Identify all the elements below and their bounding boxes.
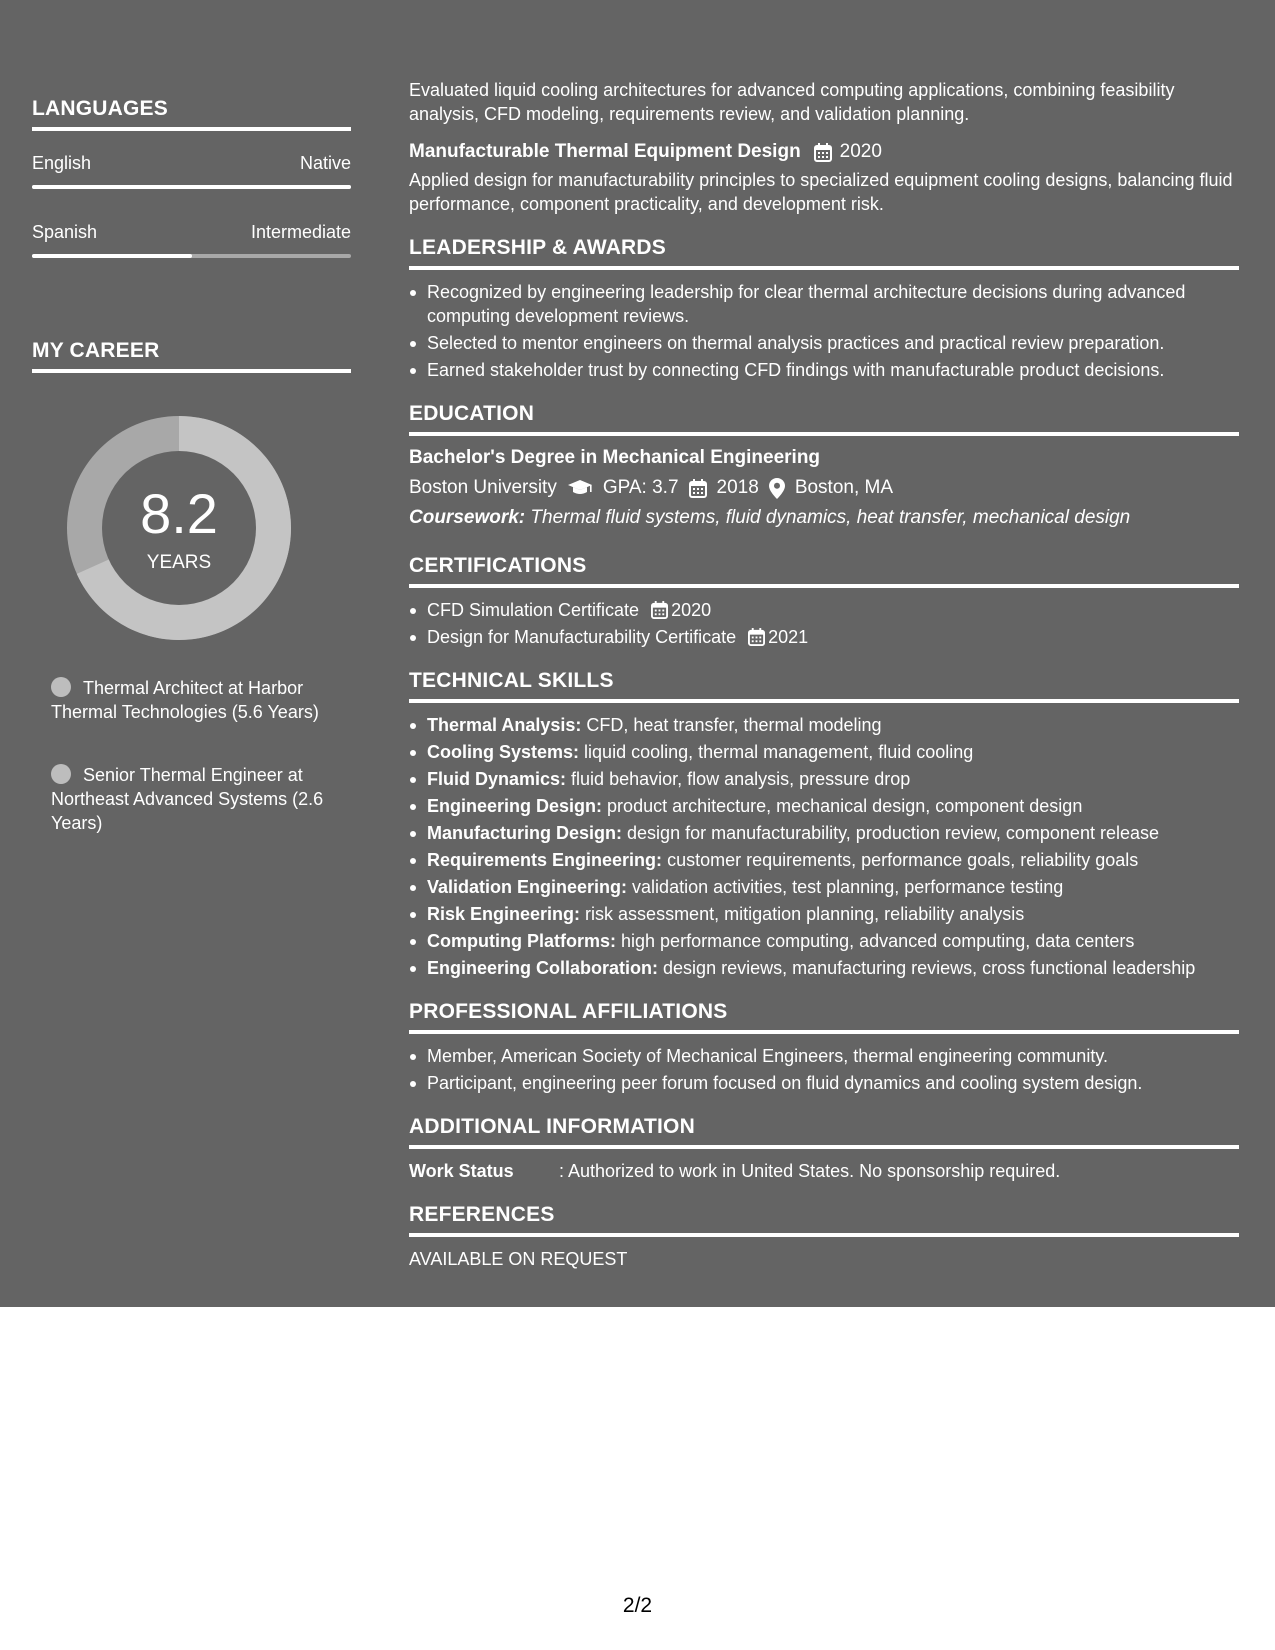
language-row [32,222,351,243]
education-location: Boston, MA [794,477,894,498]
references-heading: REFERENCES [409,1203,1239,1237]
skill-label: Validation Engineering: [427,877,628,897]
list-item [409,929,1239,953]
page-number: 2/2 [622,1594,653,1617]
language-proficiency-fill [32,185,351,189]
skill-label: Cooling Systems: [427,742,580,762]
skill-value: CFD, heat transfer, thermal modeling [586,715,882,735]
leadership-heading: LEADERSHIP & AWARDS [409,236,1239,270]
project-year: 2020 [839,141,882,162]
coursework-label: Coursework: [409,507,526,528]
skill-label: Computing Platforms: [427,931,616,951]
certifications-heading: CERTIFICATIONS [409,554,1239,588]
language-proficiency-bar [32,254,351,258]
list-item [409,625,1239,649]
calendar-icon [689,479,707,498]
affiliations-list [409,1044,1239,1095]
list-item [409,875,1239,899]
list-item [409,956,1239,980]
project-title-row [409,140,1239,164]
project-title: Manufacturable Thermal Equipment Design [409,141,801,162]
education-heading: EDUCATION [409,402,1239,436]
list-item: Participant, engineering peer forum focused on fluid dynamics and cooling system design. [409,1071,1239,1095]
list-item [409,794,1239,818]
language-row [32,153,351,174]
skill-value: design for manufacturability, production review, component release [627,823,1159,843]
list-item [409,598,1239,622]
certification-row [427,598,1239,622]
skill-value: validation activities, test planning, performance testing [632,877,1064,897]
skill-value: customer requirements, performance goals, reliability goals [667,850,1139,870]
list-item [409,902,1239,926]
project-intro-text: Evaluated liquid cooling architectures for advanced computing applications, combining feasibility analysis, CFD modeling, requirements review, and validation planning. [409,80,1175,124]
skills-list [409,713,1239,980]
work-status-label: Work Status [409,1161,514,1181]
skill-label: Manufacturing Design: [427,823,623,843]
skill-value: design reviews, manufacturing reviews, cross functional leadership [663,958,1196,978]
language-proficiency-bar [32,185,351,189]
list-item [409,713,1239,737]
skill-value: liquid cooling, thermal management, fluid cooling [584,742,974,762]
languages-heading: LANGUAGES [32,97,351,131]
list-item: Member, American Society of Mechanical Engineers, thermal engineering community. [409,1044,1239,1068]
career-heading: MY CAREER [32,339,351,373]
skill-value: high performance computing, advanced computing, data centers [621,931,1135,951]
career-legend-item [51,676,331,724]
skill-value: fluid behavior, flow analysis, pressure drop [571,769,911,789]
list-item: Recognized by engineering leadership for clear thermal architecture decisions during advanced computing development reviews. [409,280,1239,328]
skills-heading: TECHNICAL SKILLS [409,669,1239,703]
skill-value: product architecture, mechanical design, component design [607,796,1083,816]
skill-label: Engineering Design: [427,796,603,816]
career-total-years: 8.2 [140,482,218,545]
career-legend-item [51,763,331,835]
calendar-icon [748,628,765,646]
list-item [409,821,1239,845]
language-name: English [32,153,92,173]
skill-value: risk assessment, mitigation planning, reliability analysis [585,904,1025,924]
work-status-value: : Authorized to work in United States. No sponsorship required. [559,1161,1061,1181]
right-column [409,78,1239,1271]
certifications-list [409,598,1239,649]
work-status-row [409,1159,1239,1183]
coursework-text: Thermal fluid systems, fluid dynamics, heat transfer, mechanical design [530,507,1131,528]
skill-label: Fluid Dynamics: [427,769,567,789]
skill-label: Thermal Analysis: [427,715,582,735]
legend-dot [51,677,71,697]
education-school: Boston University [409,477,557,498]
education-coursework-row [409,506,1239,530]
legend-dot [51,764,71,784]
language-proficiency-fill [32,254,192,258]
skill-label: Requirements Engineering: [427,850,663,870]
list-item: Selected to mentor engineers on thermal analysis practices and practical review preparation. [409,331,1239,355]
language-level: Native [299,153,351,173]
certification-row [427,625,1239,649]
language-name: Spanish [32,222,98,242]
list-item [409,848,1239,872]
map-pin-icon [769,478,785,499]
affiliations-heading: PROFESSIONAL AFFILIATIONS [409,1000,1239,1034]
education-gpa: GPA: 3.7 [602,477,679,498]
calendar-icon [814,143,832,162]
calendar-icon [651,601,668,619]
career-legend-label: Thermal Architect at Harbor Thermal Technologies (5.6 Years) [51,678,319,722]
list-item [409,740,1239,764]
certification-name: Design for Manufacturability Certificate [427,627,737,647]
certification-year: 2021 [768,627,809,647]
skill-label: Risk Engineering: [427,904,581,924]
certification-name: CFD Simulation Certificate [427,600,640,620]
education-degree: Bachelor's Degree in Mechanical Engineering [409,447,821,468]
career-total-unit: YEARS [146,552,212,573]
references-text: AVAILABLE ON REQUEST [409,1249,628,1269]
project-description: Applied design for manufacturability principles to specialized equipment cooling designs, balancing fluid performance, component practicality, and development risk. [409,170,1233,214]
education-meta-row [409,476,1239,500]
skill-label: Engineering Collaboration: [427,958,659,978]
graduation-cap-icon [567,479,593,497]
language-level: Intermediate [250,222,351,242]
certification-year: 2020 [671,600,712,620]
leadership-list [409,280,1239,382]
education-year: 2018 [716,477,759,498]
list-item: Earned stakeholder trust by connecting CFD findings with manufacturable product decisions. [409,358,1239,382]
list-item [409,767,1239,791]
career-legend-label: Senior Thermal Engineer at Northeast Advanced Systems (2.6 Years) [51,765,324,833]
additional-info-heading: ADDITIONAL INFORMATION [409,1115,1239,1149]
